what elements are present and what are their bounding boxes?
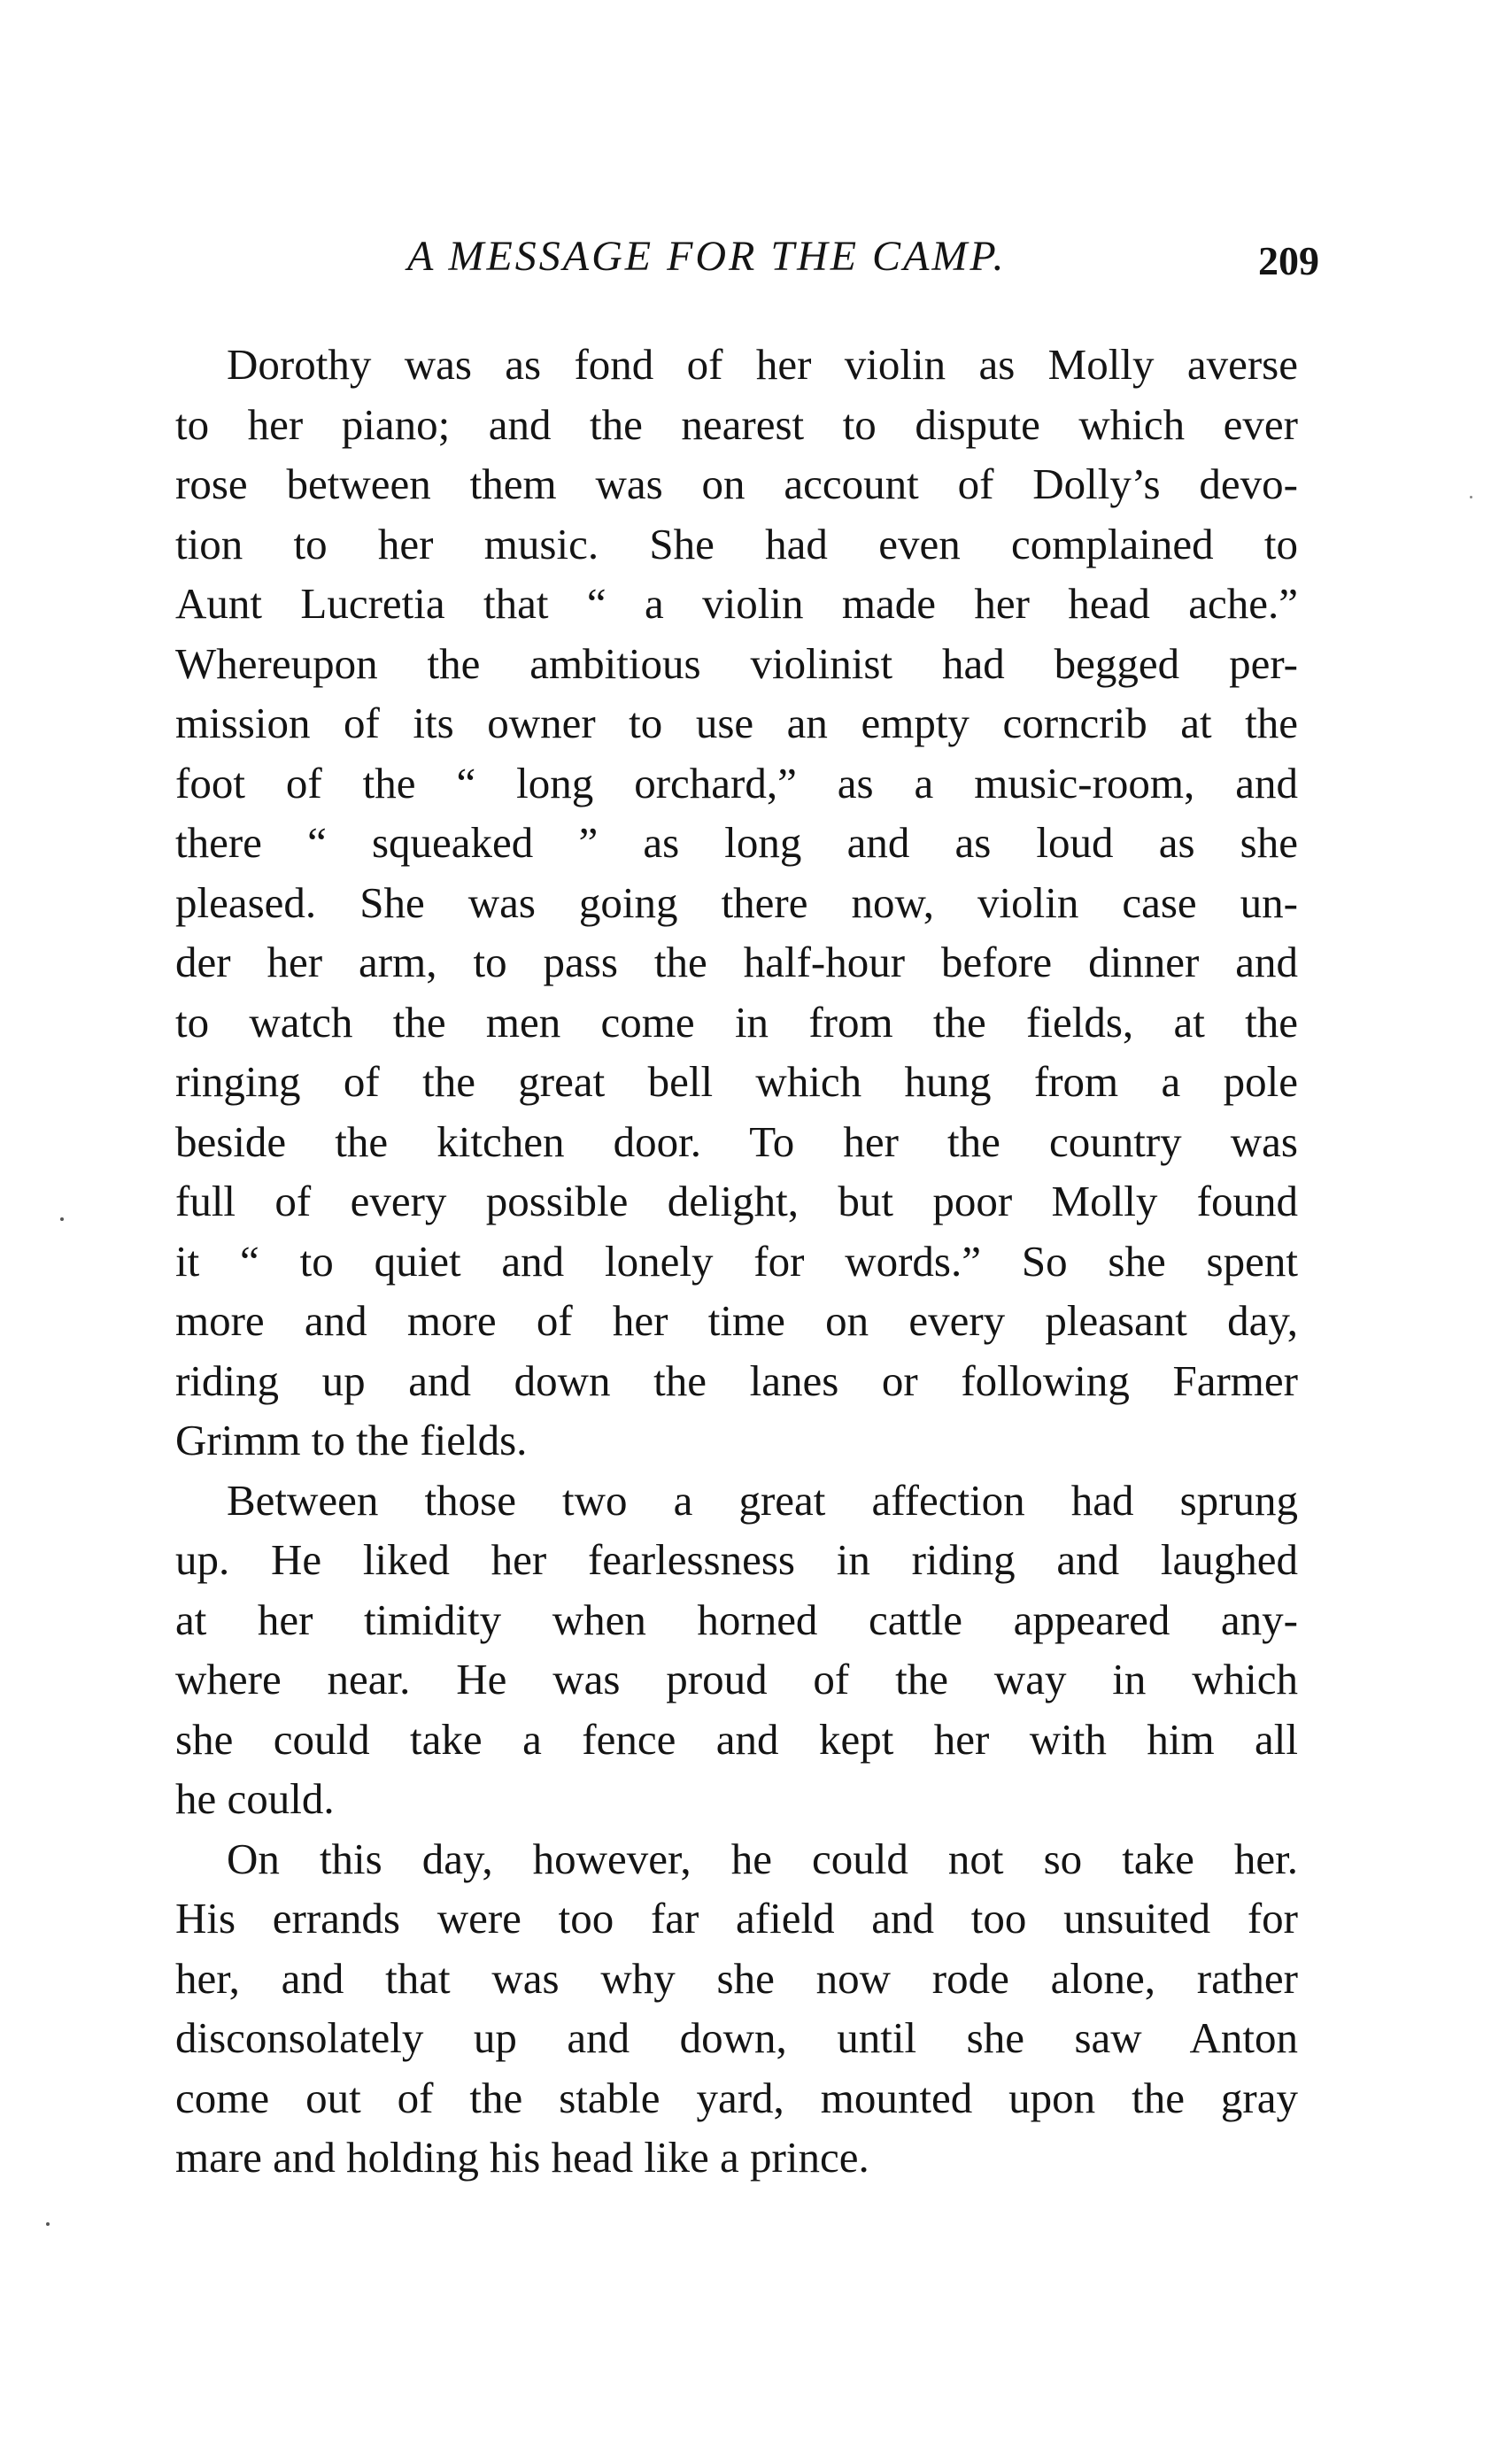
- text-line: Grimm to the fields.: [175, 1416, 528, 1464]
- text-line: Dorothy was as fond of her violin as Molly averse: [227, 340, 1298, 389]
- text-line: disconsolately up and down, until she saw Anton: [175, 2013, 1298, 2062]
- text-line: he could.: [175, 1774, 335, 1823]
- text-line: tion to her music. She had even complained to: [175, 519, 1298, 568]
- text-line: she could take a fence and kept her with him all: [175, 1714, 1298, 1764]
- text-line: His errands were too far afield and too unsuited for: [175, 1894, 1298, 1943]
- text-line: more and more of her time on every pleasant day,: [175, 1296, 1298, 1345]
- text-line: beside the kitchen door. To her the country was: [175, 1116, 1298, 1166]
- text-line: pleased. She was going there now, violin case un-: [175, 877, 1298, 927]
- text-line: to her piano; and the nearest to dispute which ever: [175, 399, 1298, 449]
- text-line: to watch the men come in from the fields, at the: [175, 997, 1298, 1047]
- text-line: riding up and down the lanes or following Farmer: [175, 1356, 1298, 1405]
- text-line: it “ to quiet and lonely for words.” So she spent: [175, 1236, 1298, 1286]
- text-line: On this day, however, he could not so take her.: [227, 1834, 1298, 1883]
- text-line: mission of its owner to use an empty corncrib at the: [175, 699, 1298, 747]
- text-line: Aunt Lucretia that “ a violin made her head ache.”: [175, 579, 1298, 628]
- text-line: come out of the stable yard, mounted upon the gray: [175, 2073, 1298, 2122]
- running-title: A MESSAGE FOR THE CAMP.: [407, 233, 1007, 280]
- paper-speck: [60, 1217, 64, 1221]
- paper-speck: [1470, 496, 1472, 498]
- text-line: foot of the “ long orchard,” as a music-room, and: [175, 758, 1298, 807]
- paragraph-3: [175, 1829, 1298, 2188]
- page-number: 209: [1258, 238, 1319, 283]
- text-line: at her timidity when horned cattle appeared any-: [175, 1595, 1298, 1644]
- text-line: full of every possible delight, but poor Molly found: [175, 1177, 1298, 1225]
- text-line: up. He liked her fearlessness in riding and laughed: [175, 1535, 1298, 1584]
- text-line: Between those two a great affection had sprung: [227, 1475, 1298, 1525]
- paragraph-1: [175, 335, 1298, 1471]
- paper-speck: [46, 2222, 50, 2226]
- text-line: Whereupon the ambitious violinist had begged per-: [175, 638, 1298, 688]
- text-line: mare and holding his head like a prince.: [175, 2133, 869, 2182]
- body-text: [175, 335, 1298, 2188]
- paragraph-2: [175, 1471, 1298, 1829]
- text-line: der her arm, to pass the half-hour before dinner and: [175, 938, 1298, 986]
- text-line: where near. He was proud of the way in which: [175, 1655, 1298, 1703]
- page-header: [177, 232, 1319, 294]
- text-line: there “ squeaked ” as long and as loud as she: [175, 818, 1298, 867]
- text-line: her, and that was why she now rode alone, rather: [175, 1953, 1298, 2003]
- text-line: ringing of the great bell which hung from a pole: [175, 1057, 1298, 1106]
- text-line: rose between them was on account of Dolly’s devo-: [175, 460, 1298, 508]
